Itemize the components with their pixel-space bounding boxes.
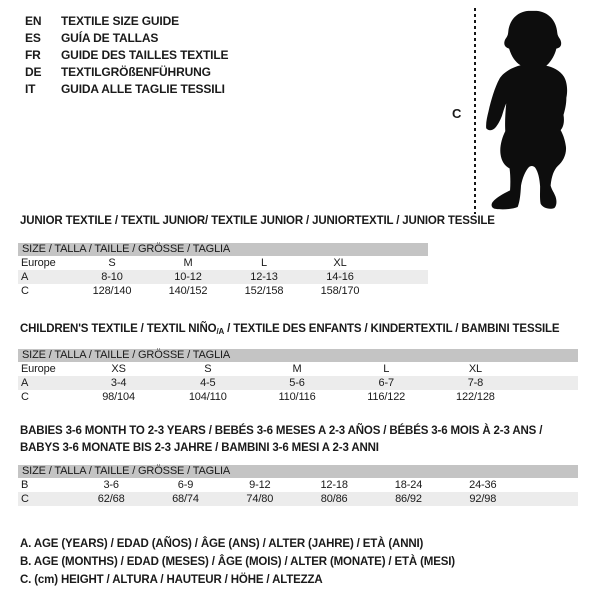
footnote-b: B. AGE (MONTHS) / EDAD (MESES) / ÂGE (MOIS) / ALTER (MONATE) / ETÀ (MESI)	[20, 556, 455, 568]
size-cell: 98/104	[102, 391, 135, 403]
language-code: IT	[25, 81, 36, 96]
babies-title-line2: BABYS 3-6 MONATE BIS 2-3 JAHRE / BAMBINI 3-6 MESI A 2-3 ANNI	[20, 442, 379, 454]
language-label: GUIDE DES TAILLES TEXTILE	[61, 47, 229, 62]
row-label: C	[21, 285, 29, 297]
size-cell: 86/92	[395, 493, 422, 505]
table-row-europe	[18, 362, 578, 376]
size-cell: 5-6	[289, 377, 305, 389]
babies-size-table	[18, 465, 578, 506]
size-cell: M	[183, 257, 193, 269]
size-cell: 74/80	[246, 493, 274, 505]
table-row-b	[18, 478, 578, 492]
size-cell: 128/140	[92, 285, 132, 297]
size-cell: XL	[333, 257, 347, 269]
size-cell: 110/116	[278, 391, 316, 403]
size-cell: 3-4	[110, 377, 127, 389]
language-label: TEXTILE SIZE GUIDE	[61, 13, 179, 28]
language-code: FR	[25, 47, 41, 62]
language-label: TEXTILGRÖßENFÜHRUNG	[61, 64, 211, 79]
row-label: A	[21, 377, 29, 389]
table-row-c	[18, 492, 578, 506]
size-cell: 18-24	[394, 479, 423, 491]
table-row-a	[18, 376, 578, 390]
size-cell: L	[261, 257, 267, 269]
footnote-a: A. AGE (YEARS) / EDAD (AÑOS) / ÂGE (ANS) / ALTER (JAHRE) / ETÀ (ANNI)	[20, 538, 424, 550]
size-cell: XL	[468, 363, 482, 375]
children-title-suffix: / TEXTILE DES ENFANTS / KINDERTEXTIL / BAMBINI TESSILE	[224, 323, 560, 335]
section-title-children	[20, 323, 559, 336]
language-header	[25, 12, 228, 97]
table-row-c	[18, 284, 428, 298]
language-row-en	[25, 12, 228, 29]
row-label: C	[21, 493, 29, 505]
junior-size-table	[18, 243, 428, 298]
baby-silhouette-icon	[482, 8, 582, 218]
language-row-de	[25, 63, 228, 80]
size-header-bar: SIZE / TALLA / TAILLE / GRÖSSE / TAGLIA	[18, 243, 428, 256]
size-cell: 3-6	[103, 479, 119, 491]
height-label-c: C	[452, 106, 462, 121]
height-dashed-line	[474, 8, 476, 214]
baby-figure	[450, 6, 585, 218]
size-cell: 104/110	[188, 391, 227, 403]
size-cell: 4-5	[200, 377, 216, 389]
language-label: GUÍA DE TALLAS	[61, 30, 159, 45]
size-cell: 8-10	[101, 271, 123, 283]
row-label: C	[21, 391, 29, 403]
row-label: Europe	[21, 363, 56, 375]
size-cell: 10-12	[174, 271, 202, 283]
section-title-babies	[20, 423, 542, 457]
size-header-bar: SIZE / TALLA / TAILLE / GRÖSSE / TAGLIA	[18, 465, 578, 478]
footnote-c: C. (cm) HEIGHT / ALTURA / HAUTEUR / HÖHE / ALTEZZA	[20, 574, 323, 586]
row-label: Europe	[21, 257, 56, 269]
language-code: ES	[25, 30, 41, 45]
section-title-junior: JUNIOR TEXTILE / TEXTIL JUNIOR/ TEXTILE JUNIOR / JUNIORTEXTIL / JUNIOR TESSILE	[20, 215, 495, 227]
size-cell: 140/152	[168, 285, 208, 297]
babies-title-line1: BABIES 3-6 MONTH TO 2-3 YEARS / BEBÉS 3-6 MESES A 2-3 AÑOS / BÉBÉS 3-6 MOIS À 2-3 ANS /	[20, 425, 543, 437]
row-label: A	[21, 271, 29, 283]
size-cell: 80/86	[320, 493, 348, 505]
size-cell: 12-18	[320, 479, 348, 491]
size-cell: XS	[111, 363, 126, 375]
children-size-table	[18, 349, 578, 404]
language-row-es	[25, 29, 228, 46]
footnotes	[20, 535, 455, 589]
size-cell: 158/170	[320, 285, 360, 297]
language-row-fr	[25, 46, 228, 63]
table-row-europe	[18, 256, 428, 270]
size-cell: 24-36	[469, 479, 497, 491]
size-cell: 62/68	[97, 493, 125, 505]
size-cell: 6-7	[378, 377, 394, 389]
size-cell: 116/122	[367, 391, 406, 403]
table-row-a	[18, 270, 428, 284]
size-cell: 152/158	[244, 285, 284, 297]
size-cell: 12-13	[250, 271, 278, 283]
size-cell: S	[204, 363, 212, 375]
size-cell: M	[292, 363, 302, 375]
children-title-prefix: CHILDREN'S TEXTILE / TEXTIL NIÑO	[20, 323, 217, 335]
size-cell: 7-8	[467, 377, 484, 389]
language-code: DE	[25, 64, 42, 79]
table-row-c	[18, 390, 578, 404]
size-cell: 92/98	[469, 493, 497, 505]
language-row-it	[25, 80, 228, 97]
size-cell: 14-16	[326, 271, 354, 283]
children-title-subscript: /A	[216, 327, 225, 336]
size-cell: L	[383, 363, 390, 375]
size-cell: 9-12	[249, 479, 271, 491]
row-label: B	[21, 479, 29, 491]
language-code: EN	[25, 13, 42, 28]
size-cell: 122/128	[456, 391, 495, 403]
language-label: GUIDA ALLE TAGLIE TESSILI	[61, 81, 225, 96]
size-cell: 68/74	[172, 493, 199, 505]
size-cell: S	[108, 257, 116, 269]
size-cell: 6-9	[177, 479, 194, 491]
size-header-bar: SIZE / TALLA / TAILLE / GRÖSSE / TAGLIA	[18, 349, 578, 362]
